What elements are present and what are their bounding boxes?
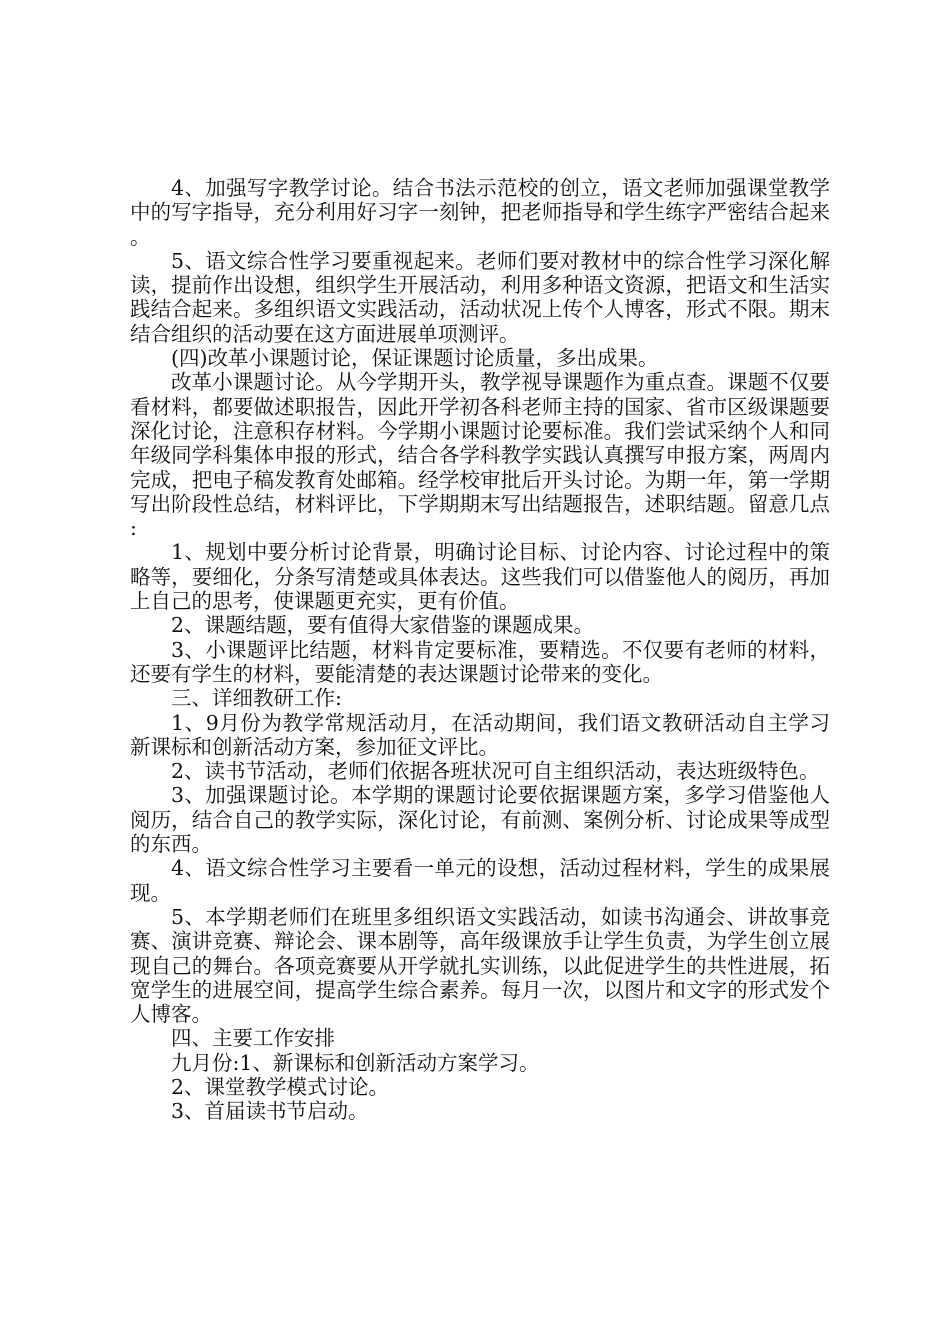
section-heading-reform-research: (四)改革小课题讨论，保证课题讨论质量，多出成果。 [171,346,659,371]
list-item-evaluation: 3、小课题评比结题，材料肯定要标准，要精选。不仅要有老师的材料，还要有学生的材料，要能清楚的表达课题讨论带来的变化。 [130,637,830,686]
document-body [130,176,830,1124]
list-item-reading-festival: 2、读书节活动，老师们依据各班状况可自主组织活动，表达班级特色。 [171,759,820,784]
section-heading-research-work: 三、详细教研工作: [171,686,342,711]
list-item-practice-activities: 5、本学期老师们在班里多组织语文实践活动，如读书沟通会、讲故事竞赛、演讲竞赛、辩论会、课本剧等，高年级课放手让学生负责，为学生创立展现自己的舞台。各项竞赛要从开学就扎实训练，以此促进学生的共性进展，拓宽学生的进展空间，提高学生综合素养。每月一次，以图片和文字的形式发个人博客。 [130,904,830,1027]
list-item-planning: 1、规划中要分析讨论背景，明确讨论目标、讨论内容、讨论过程中的策略等，要细化，分条写清楚或具体表达。这些我们可以借鉴他人的阅历，再加上自己的思考，使课题更充实，更有价值。 [130,540,830,614]
paragraph-writing-instruction: 4、加强写字教学讨论。结合书法示范校的创立，语文老师加强课堂教学中的写字指导，充分利用好习字一刻钟，把老师指导和学生练字严密结合起来。 [130,176,830,249]
schedule-item-reading-festival: 3、首届读书节启动。 [171,1099,369,1124]
paragraph-comprehensive-learning: 5、语文综合性学习要重视起来。老师们要对教材中的综合性学习深化解读，提前作出设想，组织学生开展活动，利用多种语文资源，把语文和生活实践结合起来。多组织语文实践活动，活动状况上传个人博客，形式不限。期末结合组织的活动要在这方面进展单项测评。 [130,248,830,346]
list-item-comprehensive-study: 4、语文综合性学习主要看一单元的设想，活动过程材料，学生的成果展现。 [130,856,830,905]
list-item-conclusion: 2、课题结题，要有值得大家借鉴的课题成果。 [171,613,595,638]
list-item-topic-research: 3、加强课题讨论。本学期的课题讨论要依据课题方案，多学习借鉴他人阅历，结合自己的教学实际，深化讨论，有前测、案例分析、讨论成果等成型的东西。 [130,783,830,857]
section-heading-work-schedule: 四、主要工作安排 [171,1026,335,1051]
paragraph-reform-research: 改革小课题讨论。从今学期开头，教学视导课题作为重点查。课题不仅要看材料，都要做述职报告，因此开学初各科老师主持的国家、省市区级课题要深化讨论，注意积存材料。今学期小课题讨论要标准。我们尝试采纳个人和同年级同学科集体申报的形式，结合各学科教学实践认真撰写申报方案，两周内完成，把电子稿发教育处邮箱。经学校审批后开头讨论。为期一年，第一学期写出阶段性总结，材料评比，下学期期末写出结题报告，述职结题。留意几点: [130,370,830,541]
schedule-item-teaching-mode: 2、课堂教学模式讨论。 [171,1074,390,1099]
list-item-september: 1、9月份为教学常规活动月，在活动期间，我们语文教研活动自主学习新课标和创新活动方案，参加征文评比。 [130,710,830,759]
schedule-item-september: 九月份:1、新课标和创新活动方案学习。 [171,1050,540,1075]
